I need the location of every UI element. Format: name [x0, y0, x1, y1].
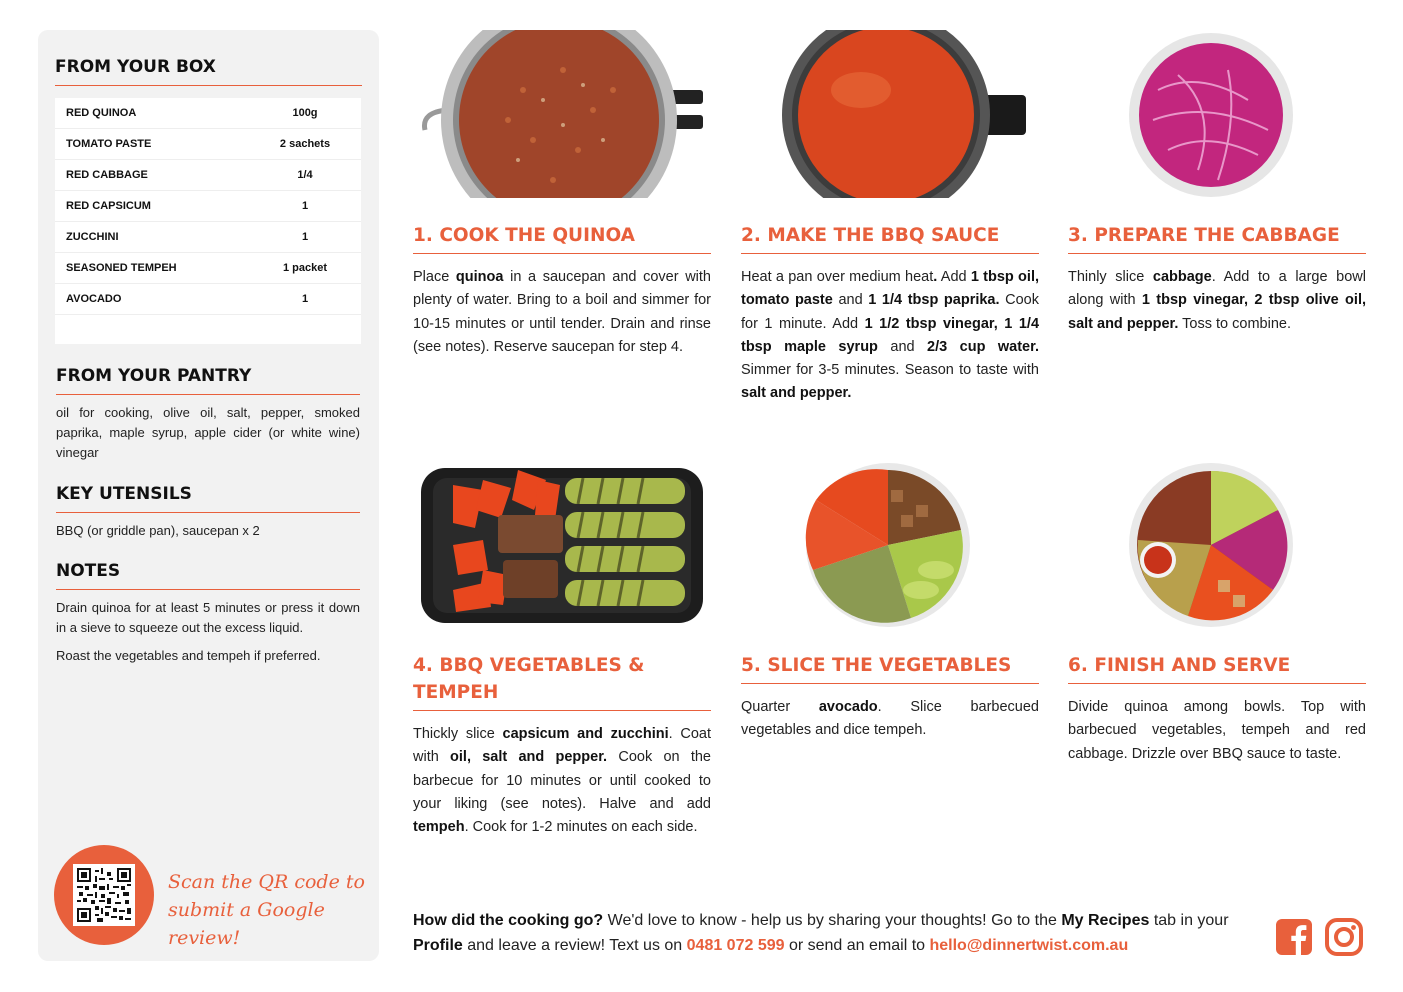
step-6	[1068, 652, 1366, 766]
phone-link[interactable]: 0481 072 599	[686, 937, 785, 954]
step-4-title: 4. BBQ VEGETABLES & TEMPEH	[413, 652, 711, 711]
qr-badge[interactable]	[54, 845, 154, 945]
step-5-body: Quarter avocado. Slice barbecued vegetables and dice tempeh.	[741, 699, 1039, 739]
qr-code-icon[interactable]	[73, 864, 135, 926]
pantry-text: oil for cooking, olive oil, salt, pepper, smoked paprika, maple syrup, apple cider (or white wine) vinegar	[56, 405, 360, 460]
step-3	[1068, 222, 1366, 336]
red-cabbage-bowl-photo	[1068, 30, 1366, 198]
utensils-title: KEY UTENSILS	[56, 484, 360, 513]
profile-label: Profile	[413, 937, 463, 954]
qr-call-to-action	[168, 868, 368, 952]
ingredient-row	[55, 253, 361, 284]
step-5-title: 5. SLICE THE VEGETABLES	[741, 652, 1039, 684]
footer-question: How did the cooking go?	[413, 912, 604, 929]
ingredient-qty: 100g	[292, 107, 318, 119]
step-2-body: Heat a pan over medium heat. Add 1 tbsp oil, tomato paste and 1 1/4 tbsp paprika. Cook for 1 minute. Add 1 1/2 tbsp vinegar, 1 1/4 tbsp maple syrup and 2/3 cup water. Simmer for 3-5 minutes. Season to taste with salt and pepper.	[741, 269, 1040, 402]
step-1-body: Place quinoa in a saucepan and cover with plenty of water. Bring to a boil and simmer for 10-15 minutes or until tender. Drain and rinse (see notes). Reserve saucepan for step 4.	[413, 269, 711, 355]
ingredient-row	[55, 191, 361, 222]
ingredient-name: RED CABBAGE	[66, 169, 148, 181]
ingredient-row	[55, 222, 361, 253]
sliced-vegetables-plate-photo	[741, 460, 1039, 628]
facebook-icon[interactable]	[1275, 918, 1313, 956]
ingredient-name: RED QUINOA	[66, 107, 137, 119]
ingredient-qty: 1/4	[297, 169, 313, 181]
ingredient-name: SEASONED TEMPEH	[66, 262, 177, 274]
finished-bowl-photo	[1068, 460, 1366, 628]
qr-cta-line-1: Scan the QR code to	[168, 871, 365, 893]
step-1-title: 1. COOK THE QUINOA	[413, 222, 711, 254]
step-6-body: Divide quinoa among bowls. Top with barbecued vegetables, tempeh and red cabbage. Drizzle over BBQ sauce to taste.	[1068, 699, 1366, 762]
ingredient-row	[55, 98, 361, 129]
ingredients-table	[55, 98, 361, 344]
ingredient-row	[55, 129, 361, 160]
step-4-body: Thickly slice capsicum and zucchini. Coat with oil, salt and pepper. Cook on the barbecue for 10 minutes or until cooked to your liking (see notes). Halve and add tempeh. Cook for 1-2 minutes on each side.	[413, 726, 711, 836]
step-5	[741, 652, 1039, 743]
instagram-icon[interactable]	[1325, 918, 1363, 956]
ingredient-qty: 2 sachets	[279, 138, 331, 150]
email-link[interactable]: hello@dinnertwist.com.au	[929, 937, 1129, 954]
notes-title: NOTES	[56, 561, 360, 590]
ingredient-qty: 1 packet	[282, 262, 328, 274]
ingredient-name: RED CAPSICUM	[66, 200, 151, 212]
ingredient-row	[55, 160, 361, 191]
utensils-section	[56, 484, 360, 541]
ingredient-qty: 1	[301, 293, 309, 305]
step-3-body: Thinly slice cabbage. Add to a large bowl along with 1 tbsp vinegar, 2 tbsp olive oil, salt and pepper. Toss to combine.	[1068, 269, 1366, 332]
ingredient-name: TOMATO PASTE	[66, 138, 152, 150]
utensils-text: BBQ (or griddle pan), saucepan x 2	[56, 523, 260, 538]
step-2	[741, 222, 1039, 406]
my-recipes-label: My Recipes	[1061, 912, 1150, 929]
step-3-title: 3. PREPARE THE CABBAGE	[1068, 222, 1366, 254]
ingredient-row	[55, 284, 361, 315]
ingredient-qty: 1	[301, 200, 309, 212]
sidebar	[38, 30, 379, 961]
ingredient-name: ZUCCHINI	[66, 231, 119, 243]
step-6-title: 6. FINISH AND SERVE	[1068, 652, 1366, 684]
bbq-vegetables-grill-photo	[413, 460, 711, 628]
ingredient-qty: 1	[301, 231, 309, 243]
step-1	[413, 222, 711, 359]
pantry-section	[56, 366, 360, 463]
step-2-title: 2. MAKE THE BBQ SAUCE	[741, 222, 1039, 254]
from-your-box-title: FROM YOUR BOX	[55, 57, 362, 86]
bbq-sauce-pan-photo	[741, 30, 1039, 198]
notes-section	[56, 561, 360, 666]
quinoa-pot-photo	[413, 30, 711, 198]
step-4	[413, 652, 711, 839]
qr-cta-line-2: submit a Google review!	[168, 899, 325, 949]
note-1: Drain quinoa for at least 5 minutes or press it down in a sieve to squeeze out the excess liquid.	[56, 600, 360, 635]
feedback-footer: How did the cooking go? We'd love to know - help us by sharing your thoughts! Go to the My Recipes tab in your Profile and leave a review! Text us on 0481 072 599 or send an email to hello@dinnertwist.com.au	[413, 912, 1229, 954]
pantry-title: FROM YOUR PANTRY	[56, 366, 360, 395]
note-2: Roast the vegetables and tempeh if preferred.	[56, 648, 321, 663]
ingredient-name: AVOCADO	[66, 293, 122, 305]
